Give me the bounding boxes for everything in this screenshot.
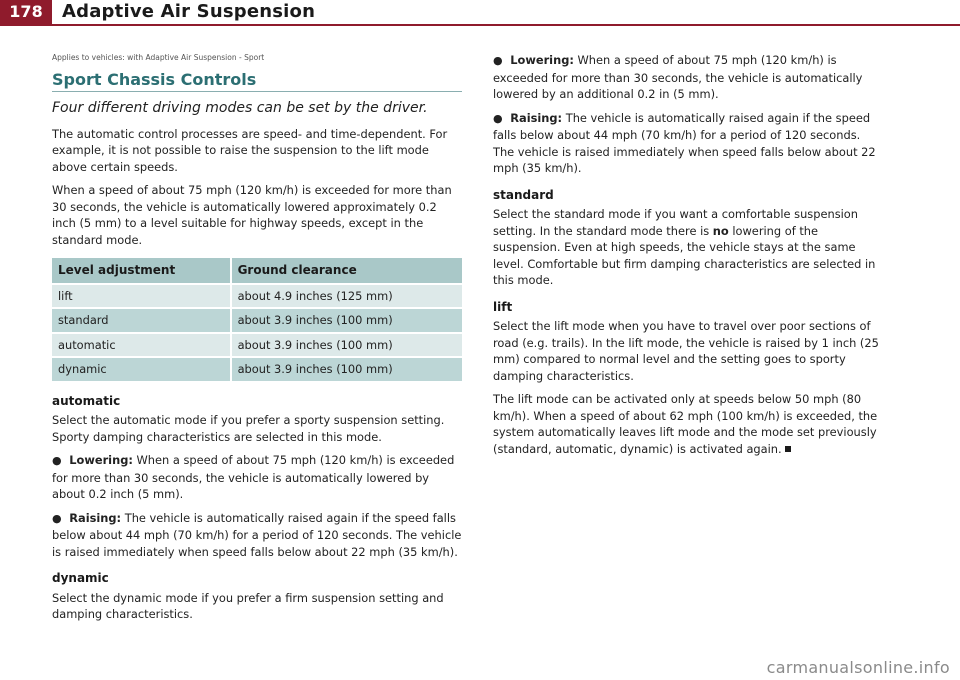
table-row <box>52 334 462 357</box>
page-header <box>0 0 960 24</box>
raising-text: The vehicle is automatically raised again if the speed falls below about 44 mph (70 km/h) for a period of 120 seconds. The vehicle is raised immediately when speed falls below about 22 mph (35 km/h). <box>493 110 876 175</box>
bullet-icon: ● <box>52 511 62 525</box>
lift-heading: lift <box>493 299 513 314</box>
automatic-text: Select the automatic mode if you prefer a sporty suspension setting. Sporty damping characteristics are selected in this mode. <box>52 413 445 444</box>
table-cell-clearance: about 3.9 inches (100 mm) <box>230 334 462 357</box>
watermark: carmanualsonline.info <box>766 658 950 677</box>
raising-bullet <box>493 110 883 177</box>
automatic-heading: automatic <box>52 393 121 408</box>
applies-note: Applies to vehicles: with Adaptive Air Suspension - Sport <box>52 53 265 62</box>
table-cell-level: dynamic <box>52 358 230 381</box>
highway-paragraph: When a speed of about 75 mph (120 km/h) is exceeded for more than 30 seconds, the vehicle is automatically lowered approximately 0.2 inch (5 mm) to a level suitable for highway speeds, except in the standard mode. <box>52 183 452 247</box>
raising-bullet <box>52 510 462 561</box>
bullet-icon: ● <box>52 454 62 467</box>
table-cell-level: standard <box>52 309 230 332</box>
table-row <box>52 309 462 332</box>
lift-text-2-body: The lift mode can be activated only at speeds below 50 mph (80 km/h). When a speed of about 62 mph (100 km/h) is exceeded, the system automatically leaves lift mode and the mode set previously (standard, automatic, dynamic) is activated again. <box>493 392 878 456</box>
lowering-bullet <box>52 452 462 503</box>
section-title: Adaptive Air Suspension <box>62 1 316 22</box>
table-cell-level: lift <box>52 285 230 308</box>
lowering-label: Lowering: <box>510 53 574 67</box>
table-row <box>52 358 462 381</box>
dynamic-heading: dynamic <box>52 571 109 585</box>
lowering-text: When a speed of about 75 mph (120 km/h) is exceeded for more than 30 seconds, the vehicle is automatically lowered by about 0.2 inch (5 mm). <box>52 453 455 501</box>
article-subtitle: Four different driving modes can be set by the driver. <box>52 100 428 116</box>
clearance-table <box>52 256 462 383</box>
lowering-bullet <box>493 52 883 103</box>
page-number: 178 <box>0 0 52 24</box>
lowering-label: Lowering: <box>69 453 133 467</box>
right-column <box>493 52 883 464</box>
raising-text: The vehicle is automatically raised again if the speed falls below about 44 mph (70 km/h) for a period of 120 seconds. The vehicle is raised immediately when speed falls below about 22 mph (35 km/h). <box>52 510 462 559</box>
table-cell-level: automatic <box>52 334 230 357</box>
dynamic-text: Select the dynamic mode if you prefer a firm suspension setting and damping characteristics. <box>52 590 444 621</box>
end-of-section-icon <box>785 446 791 452</box>
standard-heading: standard <box>493 187 554 202</box>
header-rule <box>0 24 960 26</box>
standard-text-bold: no <box>712 223 729 238</box>
table-cell-clearance: about 3.9 inches (100 mm) <box>230 309 462 332</box>
table-header-level: Level adjustment <box>52 258 230 283</box>
raising-label: Raising: <box>510 110 563 125</box>
standard-text-post: lowering of the suspension. Even at high speeds, the vehicle stays at the same level. Comfortable but firm damping characteristics are selected in this mode. <box>493 223 876 287</box>
intro-paragraph: The automatic control processes are speed- and time-dependent. For example, it is not possible to raise the suspension to the lift mode above certain speeds. <box>52 126 448 174</box>
bullet-icon: ● <box>493 111 503 125</box>
table-cell-clearance: about 3.9 inches (100 mm) <box>230 358 462 381</box>
table-row <box>52 285 462 308</box>
standard-text <box>493 206 883 289</box>
left-column <box>52 50 462 630</box>
table-cell-clearance: about 4.9 inches (125 mm) <box>230 285 462 308</box>
lowering-text: When a speed of about 75 mph (120 km/h) is exceeded for more than 30 seconds, the vehicle is automatically lowered by an additional 0.2 in (5 mm). <box>493 53 863 101</box>
raising-label: Raising: <box>69 510 122 525</box>
table-header-clearance: Ground clearance <box>230 258 462 283</box>
article-title: Sport Chassis Controls <box>52 72 462 93</box>
lift-text-1: Select the lift mode when you have to travel over poor sections of road (e.g. trails). In the lift mode, the vehicle is raised by 1 inch (25 mm) compared to normal level and the setting goes to sporty damping characteristics. <box>493 319 879 383</box>
standard-text-pre: Select the standard mode if you want a comfortable suspension setting. In the standard mode there is <box>493 207 858 238</box>
bullet-icon: ● <box>493 54 503 67</box>
lift-text-2 <box>493 391 883 457</box>
